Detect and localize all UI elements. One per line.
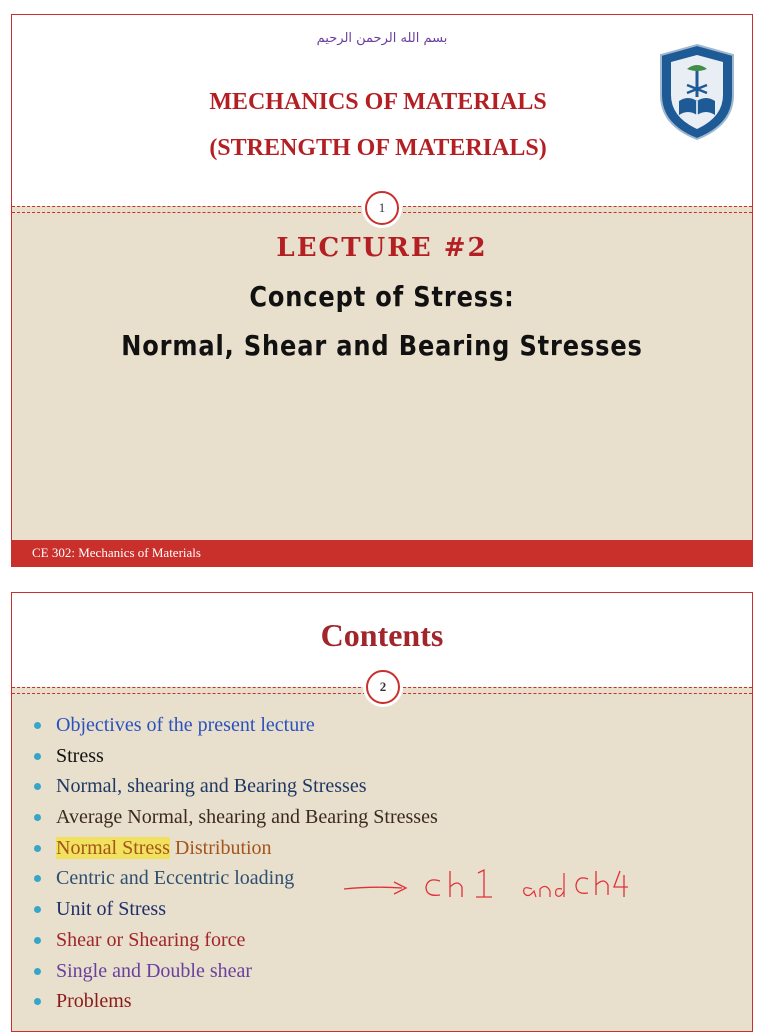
contents-item-text: Stress	[56, 744, 104, 767]
slide-footer: CE 302: Mechanics of Materials	[12, 540, 752, 566]
contents-list	[30, 710, 438, 1017]
contents-item-text: Objectives of the present lecture	[56, 714, 315, 736]
bullet-icon	[34, 783, 41, 790]
highlighted-text: Normal Stress	[56, 836, 170, 859]
contents-item-text: Distribution	[169, 836, 272, 859]
handwritten-annotation	[342, 867, 632, 907]
contents-item	[30, 710, 438, 741]
bullet-icon	[34, 845, 41, 852]
bullet-icon	[34, 722, 41, 729]
bullet-icon	[34, 753, 41, 760]
contents-item	[30, 925, 438, 956]
university-seal-icon	[657, 43, 737, 141]
lecture-topic-line1: Concept of Stress:	[249, 280, 515, 313]
contents-item	[30, 986, 438, 1017]
slide-number-badge: 1	[365, 191, 399, 225]
lecture-topic-line2: Normal, Shear and Bearing Stresses	[121, 329, 643, 362]
course-title: MECHANICS OF MATERIALS	[209, 89, 547, 115]
bullet-icon	[34, 998, 41, 1005]
bullet-icon	[34, 906, 41, 913]
contents-item-text: Average Normal, shearing and Bearing Stresses	[56, 806, 438, 829]
contents-item-text: Single and Double shear	[56, 959, 253, 982]
contents-item	[30, 833, 438, 864]
bullet-icon	[34, 814, 41, 821]
contents-item	[30, 741, 438, 772]
course-subtitle: (STRENGTH OF MATERIALS)	[209, 135, 547, 161]
contents-item-text: Problems	[56, 990, 132, 1013]
contents-item-text: Centric and Eccentric loading	[56, 867, 295, 890]
lecture-label: LECTURE #2	[276, 233, 488, 263]
contents-slide	[11, 592, 753, 1032]
contents-item	[30, 802, 438, 833]
contents-item	[30, 771, 438, 802]
contents-item-text: Unit of Stress	[56, 898, 166, 921]
title-slide	[11, 14, 753, 567]
contents-item-text: Normal, shearing and Bearing Stresses	[56, 775, 367, 798]
bullet-icon	[34, 968, 41, 975]
bullet-icon	[34, 937, 41, 944]
slide-number-badge: 2	[366, 670, 400, 704]
bullet-icon	[34, 875, 41, 882]
contents-item-text: Shear or Shearing force	[56, 928, 246, 951]
contents-title: Contents	[320, 617, 444, 653]
bismillah-text: بسم الله الرحمن الرحيم	[316, 31, 448, 46]
contents-item	[30, 956, 438, 987]
slide-header	[12, 15, 752, 206]
